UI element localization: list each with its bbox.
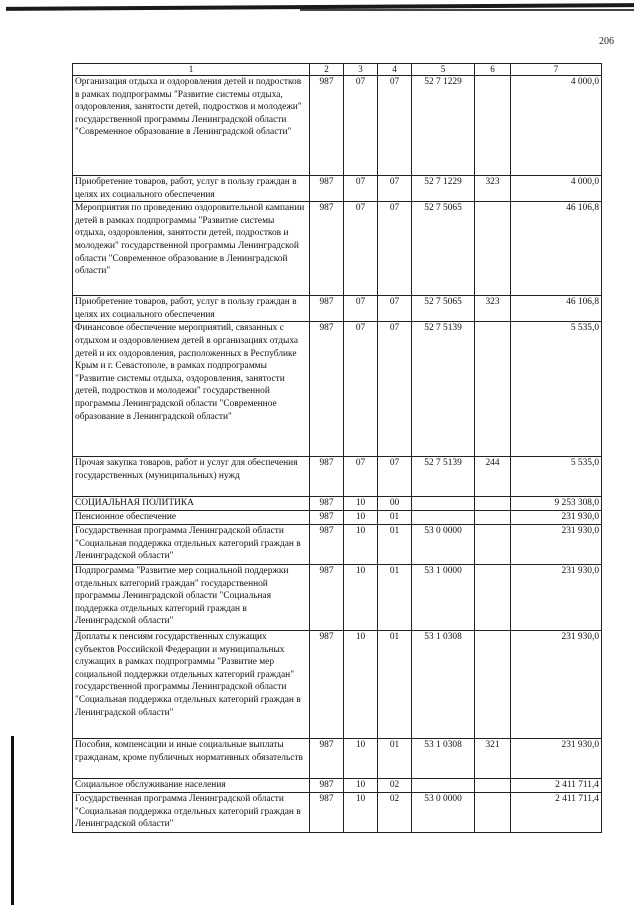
- cell-admin-code: 987: [310, 497, 344, 511]
- header-col-7: 7: [511, 64, 602, 76]
- cell-amount: 4 000,0: [511, 76, 602, 176]
- cell-expense-type: [475, 511, 511, 525]
- cell-name: Организация отдыха и оздоровления детей и подростков в рамках подпрограммы "Развитие системы отдыха, оздоровления, занятости детей, подростков и молодежи" государственной программы Ленинградской области "Современное образование в Ленинградской области": [73, 76, 310, 176]
- cell-name: Пособия, компенсации и иные социальные выплаты гражданам, кроме публичных нормативных обязательств: [73, 738, 310, 778]
- header-col-1: 1: [73, 64, 310, 76]
- cell-expense-type: [475, 497, 511, 511]
- cell-admin-code: 987: [310, 511, 344, 525]
- cell-section: 07: [344, 296, 378, 322]
- cell-admin-code: 987: [310, 322, 344, 457]
- cell-amount: 231 930,0: [511, 738, 602, 778]
- cell-target-article: 52 7 5139: [412, 457, 475, 497]
- cell-amount: 231 930,0: [511, 630, 602, 738]
- cell-amount: 231 930,0: [511, 511, 602, 525]
- cell-expense-type: [475, 564, 511, 630]
- cell-section: 07: [344, 322, 378, 457]
- cell-expense-type: [475, 322, 511, 457]
- cell-amount: 2 411 711,4: [511, 778, 602, 792]
- header-col-2: 2: [310, 64, 344, 76]
- table-header-row: [73, 64, 602, 76]
- cell-admin-code: 987: [310, 792, 344, 832]
- cell-admin-code: 987: [310, 457, 344, 497]
- cell-subsection: 01: [378, 511, 412, 525]
- cell-name: Доплаты к пенсиям государственных служащих субъектов Российской Федерации и муниципальных служащих в рамках подпрограммы "Развитие мер социальной поддержки отдельных категорий граждан" государственной программы Ленинградской области "Социальная поддержка отдельных категорий граждан в Ленинградской области": [73, 630, 310, 738]
- cell-section: 10: [344, 524, 378, 564]
- table-row: [73, 202, 602, 296]
- cell-expense-type: [475, 792, 511, 832]
- cell-name: Государственная программа Ленинградской области "Социальная поддержка отдельных категорий граждан в Ленинградской области": [73, 524, 310, 564]
- cell-section: 10: [344, 564, 378, 630]
- cell-section: 07: [344, 76, 378, 176]
- cell-admin-code: 987: [310, 202, 344, 296]
- cell-amount: 2 411 711,4: [511, 792, 602, 832]
- cell-section: 10: [344, 738, 378, 778]
- cell-name: Финансовое обеспечение мероприятий, связанных с отдыхом и оздоровлением детей в организациях отдыха детей и их оздоровления, расположенных в Республике Крым и г. Севастополе, в рамках подпрограммы "Развитие системы отдыха, оздоровления, занятости детей, подростков и молодежи" государственной программы Ленинградской области "Современное образование в Ленинградской области": [73, 322, 310, 457]
- cell-amount: 5 535,0: [511, 322, 602, 457]
- cell-admin-code: 987: [310, 630, 344, 738]
- table-row: [73, 524, 602, 564]
- cell-expense-type: [475, 202, 511, 296]
- cell-target-article: [412, 497, 475, 511]
- cell-admin-code: 987: [310, 564, 344, 630]
- header-col-3: 3: [344, 64, 378, 76]
- cell-subsection: 01: [378, 564, 412, 630]
- cell-name: Приобретение товаров, работ, услуг в пользу граждан в целях их социального обеспечения: [73, 296, 310, 322]
- cell-target-article: 52 7 1229: [412, 176, 475, 202]
- cell-target-article: [412, 778, 475, 792]
- cell-amount: 4 000,0: [511, 176, 602, 202]
- cell-amount: 5 535,0: [511, 457, 602, 497]
- cell-subsection: 07: [378, 76, 412, 176]
- table-row: [73, 630, 602, 738]
- cell-subsection: 07: [378, 176, 412, 202]
- table-row: [73, 792, 602, 832]
- table-row: [73, 511, 602, 525]
- cell-subsection: 01: [378, 630, 412, 738]
- header-col-6: 6: [475, 64, 511, 76]
- cell-admin-code: 987: [310, 524, 344, 564]
- cell-target-article: 52 7 1229: [412, 76, 475, 176]
- cell-amount: 46 106,8: [511, 296, 602, 322]
- table-row: [73, 778, 602, 792]
- cell-target-article: 52 7 5065: [412, 202, 475, 296]
- cell-name: Мероприятия по проведению оздоровительной кампании детей в рамках подпрограммы "Развитие системы отдыха, оздоровления, занятости детей, подростков и молодежи" государственной программы Ленинградской области "Современное образование в Ленинградской области": [73, 202, 310, 296]
- cell-expense-type: [475, 630, 511, 738]
- cell-subsection: 01: [378, 738, 412, 778]
- cell-section: 07: [344, 202, 378, 296]
- budget-table: [72, 63, 602, 833]
- cell-target-article: 53 1 0308: [412, 738, 475, 778]
- scan-edge-line-secondary: [300, 9, 634, 11]
- cell-name: Подпрограмма "Развитие мер социальной поддержки отдельных категорий граждан" государственной программы Ленинградской области "Социальная поддержка отдельных категорий граждан в Ленинградской области": [73, 564, 310, 630]
- cell-name: Государственная программа Ленинградской области "Социальная поддержка отдельных категорий граждан в Ленинградской области": [73, 792, 310, 832]
- cell-section: 10: [344, 630, 378, 738]
- cell-name: Социальное обслуживание населения: [73, 778, 310, 792]
- cell-expense-type: 244: [475, 457, 511, 497]
- table-row: [73, 457, 602, 497]
- table-row: [73, 176, 602, 202]
- cell-expense-type: [475, 76, 511, 176]
- table-row: [73, 296, 602, 322]
- cell-subsection: 00: [378, 497, 412, 511]
- cell-admin-code: 987: [310, 176, 344, 202]
- scan-margin-mark: [11, 736, 14, 905]
- cell-target-article: 53 0 0000: [412, 792, 475, 832]
- cell-amount: 9 253 308,0: [511, 497, 602, 511]
- header-col-5: 5: [412, 64, 475, 76]
- cell-subsection: 07: [378, 296, 412, 322]
- cell-expense-type: [475, 524, 511, 564]
- cell-admin-code: 987: [310, 296, 344, 322]
- page-number: 206: [599, 36, 614, 47]
- cell-target-article: 53 1 0308: [412, 630, 475, 738]
- cell-admin-code: 987: [310, 778, 344, 792]
- cell-name: СОЦИАЛЬНАЯ ПОЛИТИКА: [73, 497, 310, 511]
- table-row: [73, 322, 602, 457]
- cell-expense-type: 323: [475, 176, 511, 202]
- table-row: [73, 738, 602, 778]
- cell-expense-type: 323: [475, 296, 511, 322]
- cell-amount: 231 930,0: [511, 524, 602, 564]
- cell-subsection: 02: [378, 778, 412, 792]
- cell-target-article: 52 7 5065: [412, 296, 475, 322]
- cell-target-article: [412, 511, 475, 525]
- cell-section: 07: [344, 457, 378, 497]
- cell-subsection: 07: [378, 457, 412, 497]
- cell-section: 10: [344, 792, 378, 832]
- cell-section: 10: [344, 511, 378, 525]
- cell-section: 10: [344, 497, 378, 511]
- table-row: [73, 76, 602, 176]
- cell-target-article: 52 7 5139: [412, 322, 475, 457]
- cell-name: Прочая закупка товаров, работ и услуг для обеспечения государственных (муниципальных) нужд: [73, 457, 310, 497]
- cell-subsection: 01: [378, 524, 412, 564]
- cell-subsection: 07: [378, 202, 412, 296]
- cell-amount: 46 106,8: [511, 202, 602, 296]
- cell-subsection: 02: [378, 792, 412, 832]
- table-row: [73, 564, 602, 630]
- cell-target-article: 53 0 0000: [412, 524, 475, 564]
- cell-expense-type: 321: [475, 738, 511, 778]
- cell-name: Пенсионное обеспечение: [73, 511, 310, 525]
- cell-name: Приобретение товаров, работ, услуг в пользу граждан в целях их социального обеспечения: [73, 176, 310, 202]
- cell-admin-code: 987: [310, 738, 344, 778]
- cell-expense-type: [475, 778, 511, 792]
- table-row: [73, 497, 602, 511]
- cell-target-article: 53 1 0000: [412, 564, 475, 630]
- cell-section: 10: [344, 778, 378, 792]
- cell-section: 07: [344, 176, 378, 202]
- cell-admin-code: 987: [310, 76, 344, 176]
- cell-amount: 231 930,0: [511, 564, 602, 630]
- header-col-4: 4: [378, 64, 412, 76]
- cell-subsection: 07: [378, 322, 412, 457]
